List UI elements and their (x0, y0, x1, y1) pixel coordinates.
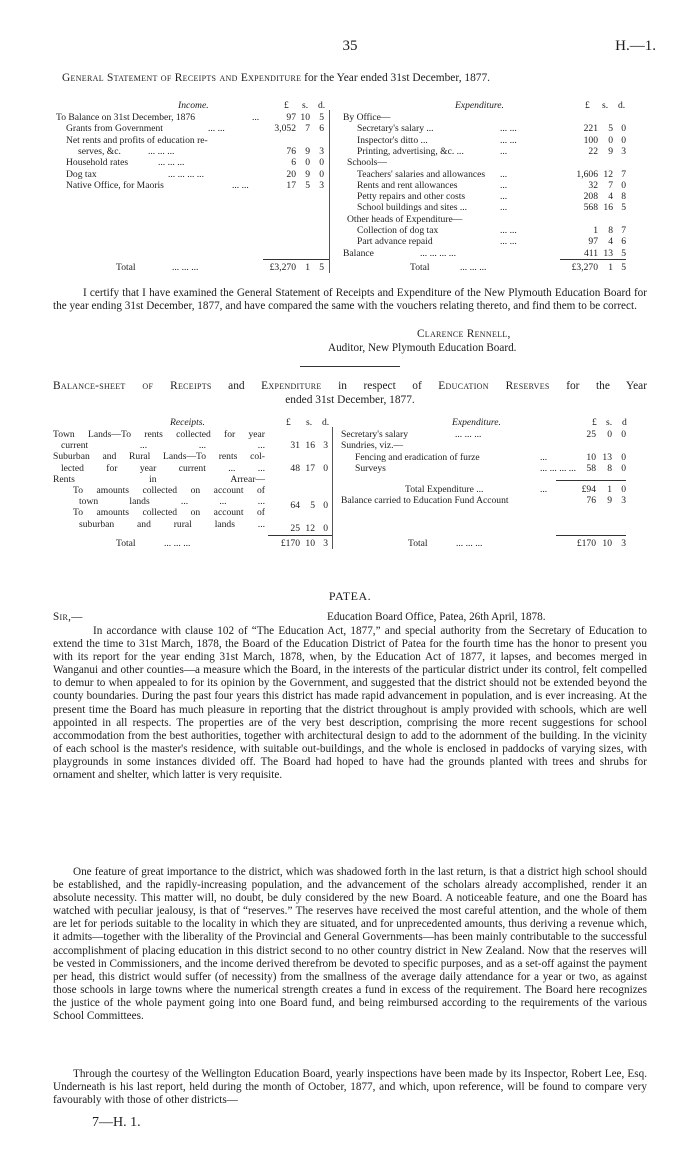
income-row-leader: ... ... ... (148, 145, 175, 157)
income-row-pounds: 3,052 (274, 123, 296, 135)
bs-expenditure-row-label: Secretary's salary (341, 429, 408, 440)
expenditure-total-pounds: £3,270 (571, 262, 598, 273)
balance-sheet-title-mid: and (211, 380, 262, 392)
auditor-role: Auditor, New Plymouth Education Board. (328, 342, 517, 354)
income-row-pence: 5 (319, 112, 324, 123)
expenditure-row-label: By Office— (343, 112, 391, 123)
receipts-total-rule (268, 535, 332, 536)
receipts-shilling-heading: s. (306, 417, 313, 428)
section-divider (300, 366, 400, 367)
income-pence-heading: d. (318, 100, 326, 111)
expenditure-row-label: School buildings and sites ... (357, 202, 468, 214)
expenditure-row-leader: ... (500, 202, 508, 214)
expenditure-row-shillings: 9 (608, 145, 613, 157)
expenditure-row-pence: 8 (621, 191, 626, 203)
expenditure-row-leader: ... (500, 168, 508, 180)
expenditure-row-pounds: 1 (593, 225, 598, 236)
expenditure-row-pence: 0 (621, 123, 626, 135)
expenditure-row-shillings: 4 (608, 191, 613, 203)
salutation: Sir,— (53, 611, 83, 623)
receipt-pence: 0 (323, 500, 328, 512)
receipt-pence: 0 (323, 462, 328, 474)
bs-expenditure-pence-heading: d (622, 417, 627, 428)
bs-expenditure-pound-heading: £ (592, 417, 597, 428)
receipt-pounds: 31 (290, 440, 300, 452)
bs-expenditure-row-pounds: 76 (586, 495, 596, 506)
income-row-label: Net rents and profits of education re- (66, 134, 208, 146)
expenditure-total-pence: 5 (621, 262, 626, 273)
expenditure-row-label: Printing, advertising, &c. ... (357, 145, 464, 157)
income-row-shillings: 0 (305, 157, 310, 169)
expenditure-row-pounds: 1,606 (576, 168, 598, 180)
expenditure-row-shillings: 7 (608, 179, 613, 191)
receipts-total-label: Total (116, 538, 136, 549)
income-row-shillings: 5 (305, 179, 310, 191)
expenditure-row-shillings: 0 (608, 134, 613, 146)
expenditure-row-label: Schools— (347, 157, 387, 169)
income-total-pence: 5 (319, 262, 324, 273)
expenditure-row-label: Part advance repaid (357, 236, 433, 248)
income-shilling-heading: s. (302, 100, 309, 111)
income-row-pounds: 76 (286, 145, 296, 157)
receipt-line: suburban and rural lands ... (79, 518, 265, 530)
income-pound-heading: £ (284, 100, 289, 111)
general-statement-title-rest: for the Year ended 31st December, 1877. (301, 72, 491, 84)
receipts-total-dots: ... ... ... (164, 538, 191, 549)
expenditure-row-pence: 3 (621, 145, 626, 157)
expenditure-row-label: Balance (343, 247, 374, 259)
bs-expenditure-row-label: Surveys (355, 463, 386, 474)
income-row-pounds: 17 (286, 179, 296, 191)
balance-sheet-title-line1 (53, 380, 647, 392)
receipt-pence: 0 (323, 522, 328, 534)
auditor-certificate: I certify that I have examined the General Statement of Receipts and Expenditure of the New Plymouth Education Board for the year ending 31st December, 1877, and have compared the same with the vouchers relating thereto, and find them to be correct. (53, 287, 647, 313)
letter-address: Education Board Office, Patea, 26th April, 1878. (327, 611, 546, 623)
expenditure-row-label: Secretary's salary ... (357, 123, 434, 135)
document-reference: H.—1. (615, 38, 656, 54)
receipt-line: To amounts collected on account of (73, 485, 265, 496)
income-row-label: To Balance on 31st December, 1876 (56, 112, 196, 123)
bs-expenditure-total-label: Total (408, 538, 428, 549)
income-total-rule (263, 259, 329, 260)
report-paragraph-2: One feature of great importance to the district, which was shadowed forth in the last return, is that a district high school should be established, and the rapidly-increasing population, and the advancement of the scholars already accomplished, render it an absolute necessity. This matter will, no doubt, be duly considered by the new Board. A noticeable feature, and one the Board has watched with peculiar jealousy, is that of “reserves.” The reserves have received the most careful attention, and the whole of them are let for periods suitable to the locality in which they are situated, and for unprecedented amounts, thus deriving a revenue which, it admits—together with the liberality of the Provincial and General Governments—has been mainly contributable to the successful accomplishment of placing education in this district second to no other country district in New Zealand. Now that the reserves will be vested in Commissioners, and the income derived therefrom be devoted to specific purposes, and as a set-off against the payment per head, this district would suffer (of necessity) from the smallness of the average daily attendance for a year or two, as against those schools in large towns where the numerical strength creates a fund in excess of the requirement. The Board here recognizes the justice of the whole payment going into one Board fund, and being reimbursed according to the requirements of the various School Committees. (53, 866, 647, 1023)
bs-expenditure-row-leader: ... ... ... (455, 429, 482, 440)
income-row-leader: ... ... (232, 179, 249, 191)
expenditure-row-label: Other heads of Expenditure— (347, 213, 463, 225)
patea-heading: PATEA. (328, 589, 372, 603)
bs-subtotal-rule (556, 480, 626, 481)
income-row-leader: ... ... ... (158, 157, 185, 169)
balance-sheet-title-end: for the Year (549, 380, 647, 392)
income-row-label: Household rates (66, 157, 129, 169)
bs-expenditure-row-label: Sundries, viz.— (341, 440, 404, 451)
bs-expenditure-total-rule (556, 535, 626, 536)
expenditure-row-pounds: 32 (588, 179, 598, 191)
expenditure-row-label: Collection of dog tax (357, 225, 439, 236)
expenditure-row-pounds: 97 (588, 236, 598, 248)
receipts-total-shillings: 10 (305, 538, 315, 549)
expenditure-row-leader: ... ... (500, 236, 517, 248)
expenditure-total-shillings: 1 (608, 262, 613, 273)
bs-expenditure-row-pounds: 10 (586, 452, 596, 463)
expenditure-row-label: Petty repairs and other costs (357, 191, 466, 203)
expenditure-row-pounds: 208 (583, 191, 598, 203)
receipts-total-pounds: £170 (280, 538, 300, 549)
receipt-shillings: 17 (305, 462, 315, 474)
column-divider (329, 110, 330, 273)
expenditure-heading: Expenditure. (455, 100, 504, 111)
expenditure-row-shillings: 5 (608, 123, 613, 135)
bs-expenditure-row-label: Fencing and eradication of furze (355, 452, 480, 463)
income-row-pounds: 6 (291, 157, 296, 169)
bs-expenditure-shilling-heading: s. (606, 417, 613, 428)
expenditure-row-shillings: 16 (603, 202, 613, 214)
receipt-shillings: 5 (310, 500, 315, 512)
general-statement-title-caps: General Statement of Receipts and Expenditure (62, 72, 302, 84)
expenditure-row-leader: ... (500, 179, 508, 191)
expenditure-row-shillings: 8 (608, 225, 613, 236)
expenditure-row-pence: 0 (621, 134, 626, 146)
bs-expenditure-row-shillings: 13 (602, 452, 612, 463)
expenditure-pound-heading: £ (585, 100, 590, 111)
expenditure-row-label: Rents and rent allowances (357, 179, 458, 191)
receipt-shillings: 12 (305, 522, 315, 534)
bs-expenditure-row-pence: 3 (621, 495, 626, 506)
bs-expenditure-row-label: Balance carried to Education Fund Account (341, 495, 509, 506)
bs-expenditure-row-leader: ... (540, 484, 548, 495)
income-total-shillings: 1 (305, 262, 310, 273)
income-total-dots: ... ... ... (172, 262, 199, 273)
bs-expenditure-row-pence: 0 (621, 463, 626, 474)
expenditure-row-shillings: 13 (603, 247, 613, 259)
expenditure-row-leader: ... ... (500, 225, 517, 236)
balance-sheet-title-line2: ended 31st December, 1877. (285, 394, 415, 406)
receipt-line: Rents in Arrear— (53, 473, 265, 485)
bs-expenditure-row-leader: ... (540, 452, 548, 463)
income-row-shillings: 7 (305, 123, 310, 135)
income-row-leader: ... ... (208, 123, 225, 135)
income-row-pounds: 97 (286, 112, 296, 123)
receipt-pounds: 64 (290, 500, 300, 512)
income-row-label: Dog tax (66, 168, 97, 180)
expenditure-row-pence: 6 (621, 236, 626, 248)
bs-expenditure-row-shillings: 8 (607, 463, 612, 474)
bs-expenditure-total-pence: 3 (621, 538, 626, 549)
receipt-line: Suburban and Rural Lands—To rents col- (53, 451, 265, 463)
income-heading: Income. (178, 100, 209, 111)
income-row-pence: 0 (319, 157, 324, 169)
expenditure-row-pence: 5 (621, 247, 626, 259)
report-paragraph-1: In accordance with clause 102 of “The Education Act, 1877,” and special authority from the Secretary of Education to extend the time to 31st March, 1878, the Board of the Education District of Patea for the fourth time has the honor to present you with its report for the year ending 31st March, 1878, when, by the Education Act of 1877, it lapses, and becomes merged in Wanganui and other counties—a measure which the Board, in the interests of the particular district under its control, felt compelled to demur to when appealed to for its opinion by the Government, and suggested that the district should not be extended beyond the county boundaries. During the past four years this district has made rapid advancement in population, and is ever increasing. At the present time the Board has much pleasure in reporting that the district throughout is amply provided with schools, which are well appointed in all respects. The properties are of the very best description, comprising the more recent suggestions for school accommodation from the best authorities, together with architectural design to add to the adornment of the building. In the vicinity of each school is the master's residence, with suitable out-buildings, and the whole is enclosed in paddocks of varying sizes, with playgrounds in some instances divided off. The Board had hoped to have had the grounds planted with trees and shrubs for ornament and shelter, which latter is very requisite. (53, 625, 647, 782)
income-row-shillings: 10 (300, 112, 310, 123)
expenditure-row-label: Teachers' salaries and allowances (357, 168, 486, 180)
receipt-line: town lands ... ... ... (79, 496, 265, 508)
receipt-shillings: 16 (305, 440, 315, 452)
bs-expenditure-total-shillings: 10 (602, 538, 612, 549)
balance-sheet-title-mid2: in respect of (321, 380, 439, 392)
income-row-pence: 3 (319, 145, 324, 157)
expenditure-row-pounds: 100 (583, 134, 598, 146)
bs-expenditure-row-shillings: 9 (607, 495, 612, 506)
expenditure-row-pounds: 22 (588, 145, 598, 157)
bs-expenditure-row-shillings: 1 (607, 484, 612, 495)
receipt-line: Town Lands—To rents collected for year (53, 429, 265, 440)
report-paragraph-3: Through the courtesy of the Wellington Education Board, yearly inspections have been made by its Inspector, Robert Lee, Esq. Underneath is his last report, held during the month of October, 1877, and which, upon reference, will be found to compare very favourably with those of other districts— (53, 1068, 647, 1107)
expenditure-shilling-heading: s. (602, 100, 609, 111)
balance-sheet-title-caps-b: Expenditure (261, 380, 322, 392)
receipt-line: To amounts collected on account of (73, 507, 265, 519)
receipt-line: current ... ... ... (61, 440, 265, 452)
balance-sheet-title-caps-a: Balance-sheet of Receipts (53, 380, 212, 392)
expenditure-row-leader: ... (500, 145, 508, 157)
bs-expenditure-row-label: Total Expenditure ... (405, 484, 484, 495)
income-row-pence: 0 (319, 168, 324, 180)
expenditure-row-leader: ... (500, 191, 508, 203)
expenditure-row-leader: ... ... (500, 123, 517, 135)
receipt-line: lected for year current ... ... (61, 462, 265, 474)
bs-expenditure-heading: Expenditure. (452, 417, 501, 428)
receipt-pence: 3 (323, 440, 328, 452)
receipts-total-pence: 3 (323, 538, 328, 549)
receipts-pound-heading: £ (286, 417, 291, 428)
bs-column-divider (332, 427, 333, 549)
expenditure-row-pounds: 221 (583, 123, 598, 135)
receipts-pence-heading: d. (322, 417, 330, 428)
expenditure-row-pounds: 568 (583, 202, 598, 214)
expenditure-row-label: Inspector's ditto ... (357, 134, 428, 146)
income-row-label: serves, &c. (78, 145, 121, 157)
income-total-label: Total (116, 262, 136, 273)
bs-expenditure-row-pence: 0 (621, 429, 626, 440)
bs-expenditure-total-pounds: £170 (576, 538, 596, 549)
general-statement-title (62, 72, 490, 84)
bs-expenditure-total-dots: ... ... ... (456, 538, 483, 549)
bs-expenditure-row-leader: ... ... ... ... (540, 463, 576, 474)
receipt-pounds: 25 (290, 522, 300, 534)
page-signature: 7—H. 1. (92, 1115, 141, 1130)
expenditure-total-label: Total (410, 262, 430, 273)
expenditure-pence-heading: d. (618, 100, 626, 111)
income-row-leader: ... (252, 112, 260, 123)
expenditure-row-shillings: 4 (608, 236, 613, 248)
page-number: 35 (342, 38, 358, 54)
auditor-name: Clarence Rennell, (417, 328, 511, 340)
expenditure-row-leader: ... ... (500, 134, 517, 146)
income-row-pence: 6 (319, 123, 324, 135)
income-row-shillings: 9 (305, 168, 310, 180)
expenditure-row-leader: ... ... ... ... (420, 247, 456, 259)
receipts-heading: Receipts. (170, 417, 205, 428)
income-row-leader: ... ... ... ... (168, 168, 204, 180)
expenditure-row-shillings: 12 (603, 168, 613, 180)
expenditure-row-pence: 0 (621, 179, 626, 191)
balance-sheet-title-caps-c: Education Reserves (438, 380, 550, 392)
bs-expenditure-row-pounds: £94 (581, 484, 596, 495)
expenditure-row-pounds: 411 (583, 247, 598, 259)
expenditure-row-pence: 7 (621, 225, 626, 236)
income-row-pounds: 20 (286, 168, 296, 180)
receipt-pounds: 48 (290, 462, 300, 474)
income-row-label: Grants from Government (66, 123, 163, 135)
income-total-pounds: £3,270 (269, 262, 296, 273)
bs-expenditure-row-pounds: 25 (586, 429, 596, 440)
income-row-pence: 3 (319, 179, 324, 191)
expenditure-row-pence: 7 (621, 168, 626, 180)
bs-expenditure-row-pence: 0 (621, 484, 626, 495)
income-row-label: Native Office, for Maoris (66, 179, 164, 191)
bs-expenditure-row-pounds: 58 (586, 463, 596, 474)
expenditure-total-dots: ... ... ... (460, 262, 487, 273)
bs-expenditure-row-pence: 0 (621, 452, 626, 463)
expenditure-total-rule (560, 259, 626, 260)
income-row-shillings: 9 (305, 145, 310, 157)
expenditure-row-pence: 5 (621, 202, 626, 214)
bs-expenditure-row-shillings: 0 (607, 429, 612, 440)
